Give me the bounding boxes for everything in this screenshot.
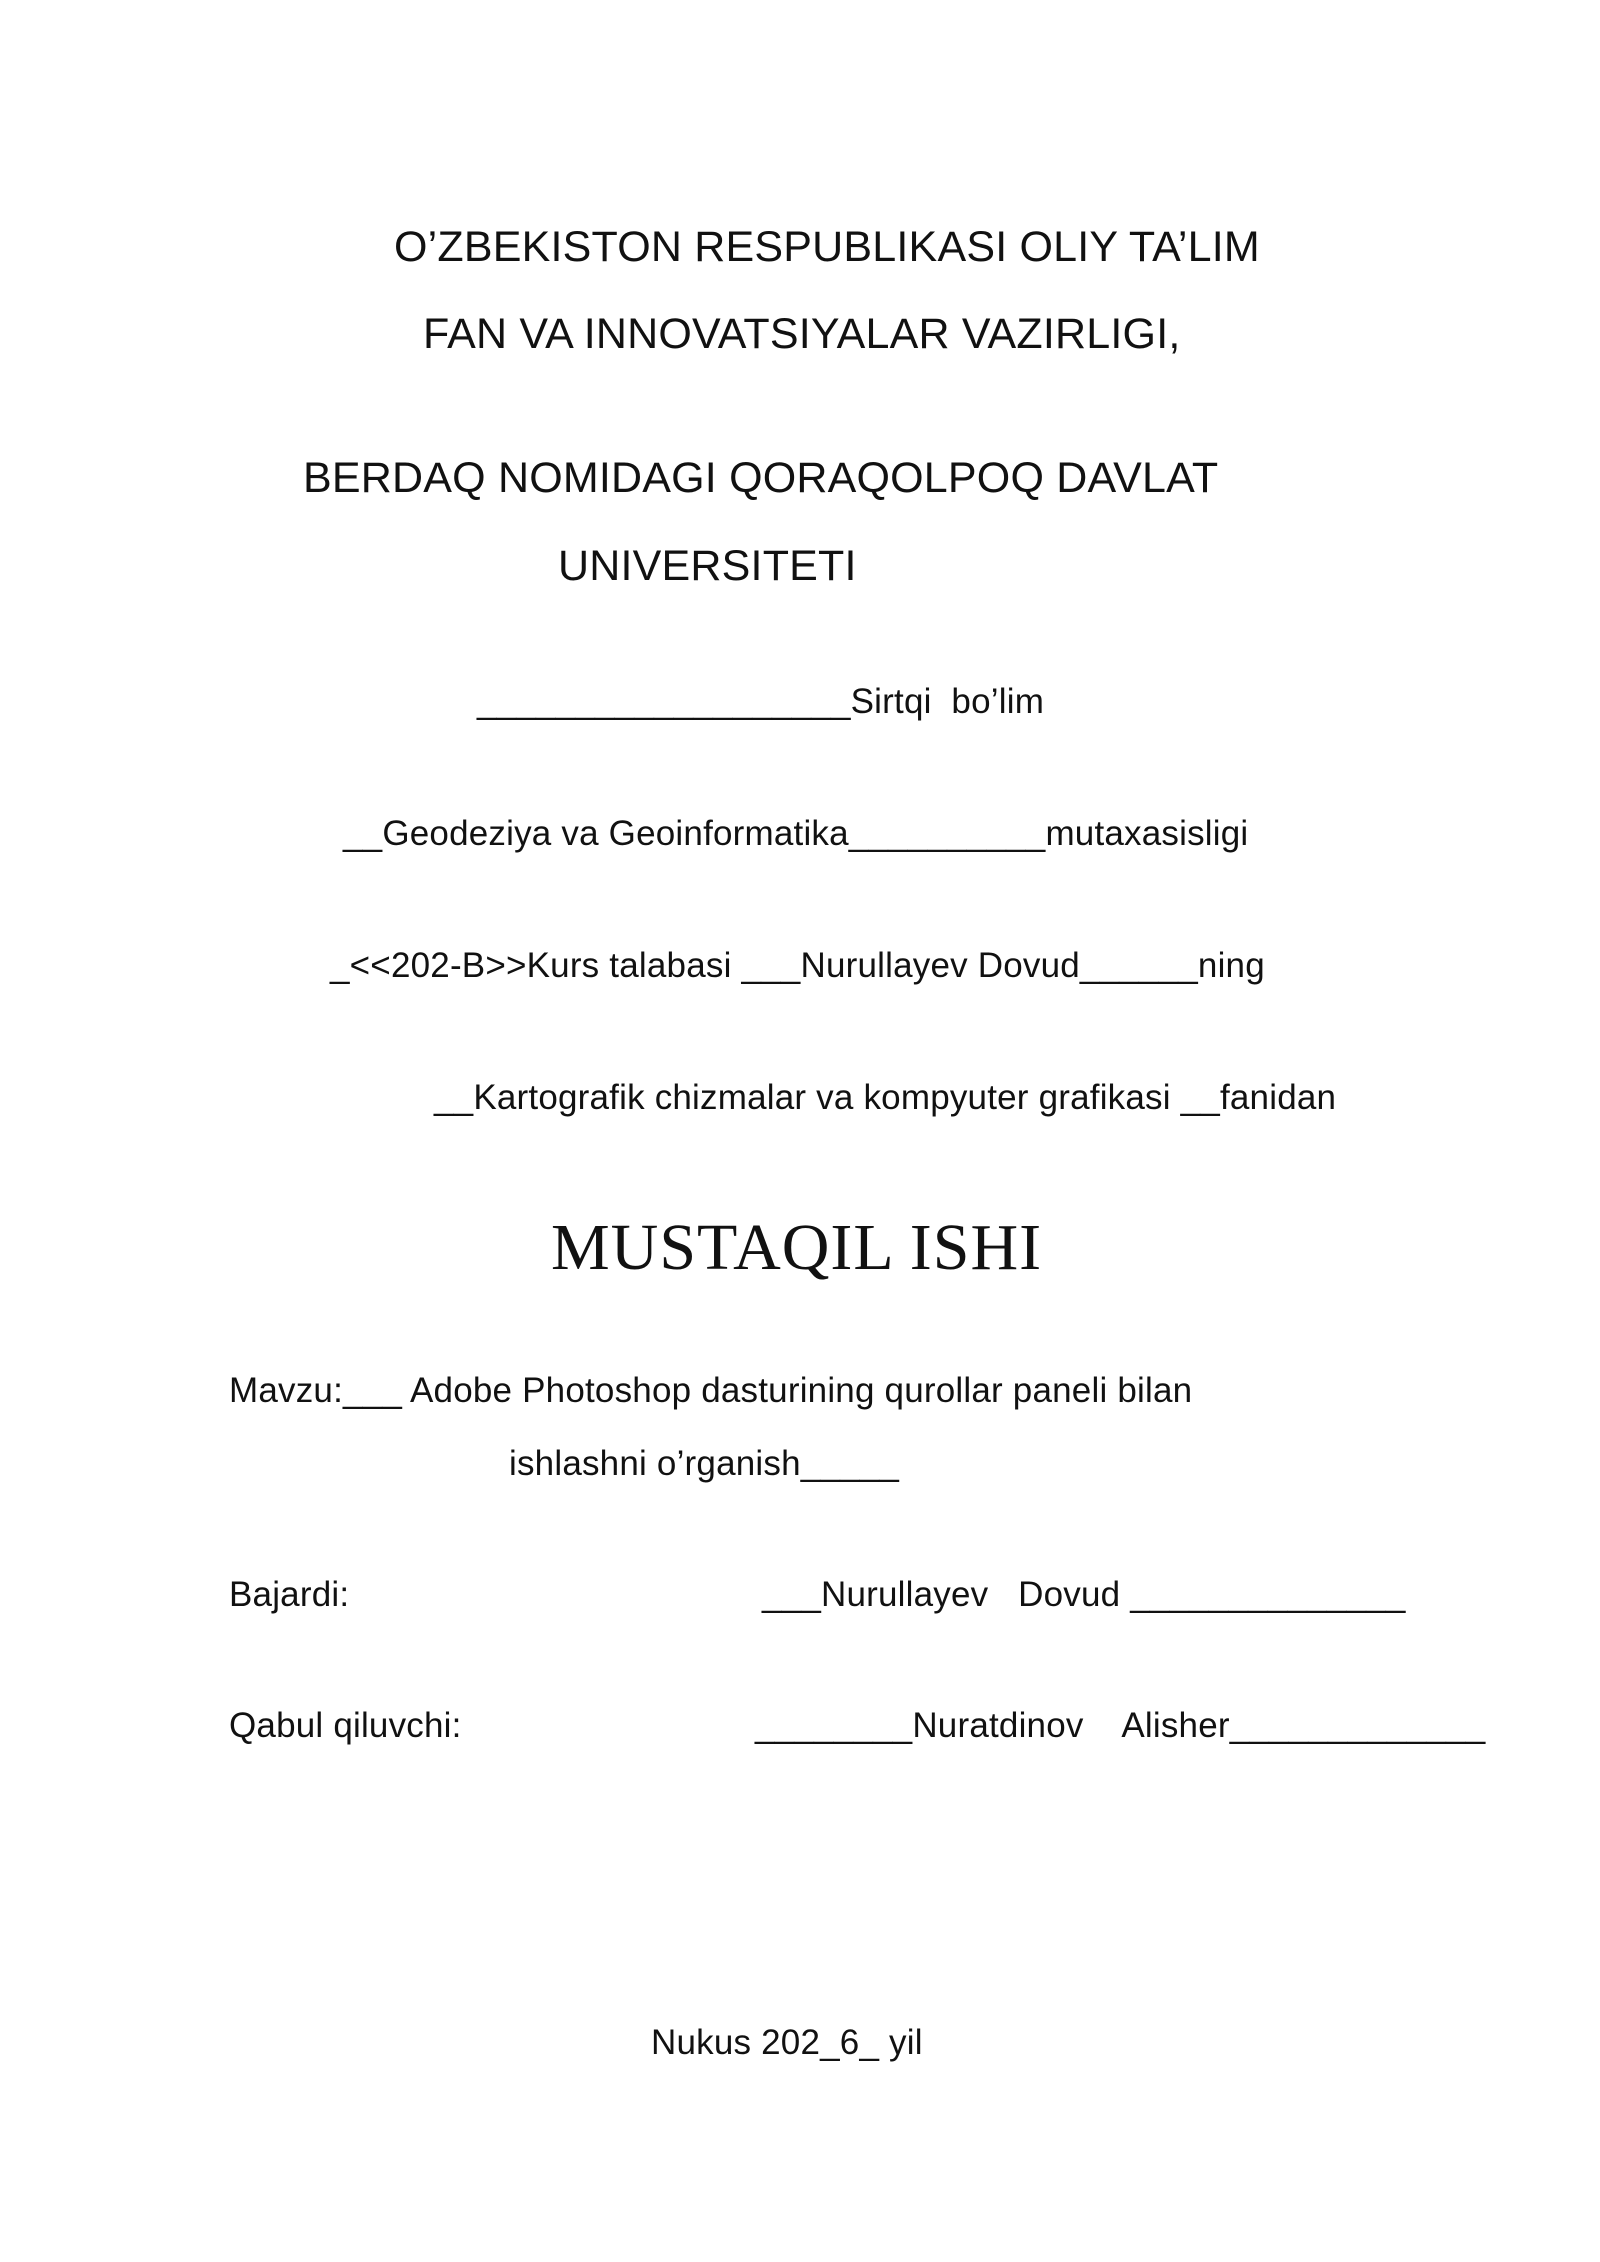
specialty-line: __Geodeziya va Geoinformatika__________mutaxasisligi bbox=[343, 814, 1249, 853]
ministry-title-line-1: O’ZBEKISTON RESPUBLIKASI OLIY TA’LIM bbox=[394, 223, 1260, 271]
place-year-footer: Nukus 202_6_ yil bbox=[651, 2023, 923, 2062]
university-title-line-2: UNIVERSITETI bbox=[558, 542, 857, 590]
topic-line-2: ishlashni o’rganish_____ bbox=[509, 1444, 900, 1483]
performed-by-label: Bajardi: bbox=[229, 1575, 350, 1614]
university-title-line-1: BERDAQ NOMIDAGI QORAQOLPOQ DAVLAT bbox=[303, 454, 1219, 502]
department-line: ___________________Sirtqi bo’lim bbox=[477, 682, 1045, 721]
accepted-by-value: ________Nuratdinov Alisher_____________ bbox=[755, 1706, 1486, 1745]
student-line: _<<202-B>>Kurs talabasi ___Nurullayev Dovud______ning bbox=[330, 946, 1265, 985]
ministry-title-line-2: FAN VA INNOVATSIYALAR VAZIRLIGI, bbox=[423, 310, 1181, 358]
topic-line-1: Mavzu:___ Adobe Photoshop dasturining qurollar paneli bilan bbox=[229, 1371, 1193, 1410]
accepted-by-label: Qabul qiluvchi: bbox=[229, 1706, 462, 1745]
document-main-title: MUSTAQIL ISHI bbox=[551, 1211, 1043, 1284]
performed-by-value: ___Nurullayev Dovud ______________ bbox=[762, 1575, 1406, 1614]
subject-line: __Kartografik chizmalar va kompyuter grafikasi __fanidan bbox=[434, 1078, 1337, 1117]
